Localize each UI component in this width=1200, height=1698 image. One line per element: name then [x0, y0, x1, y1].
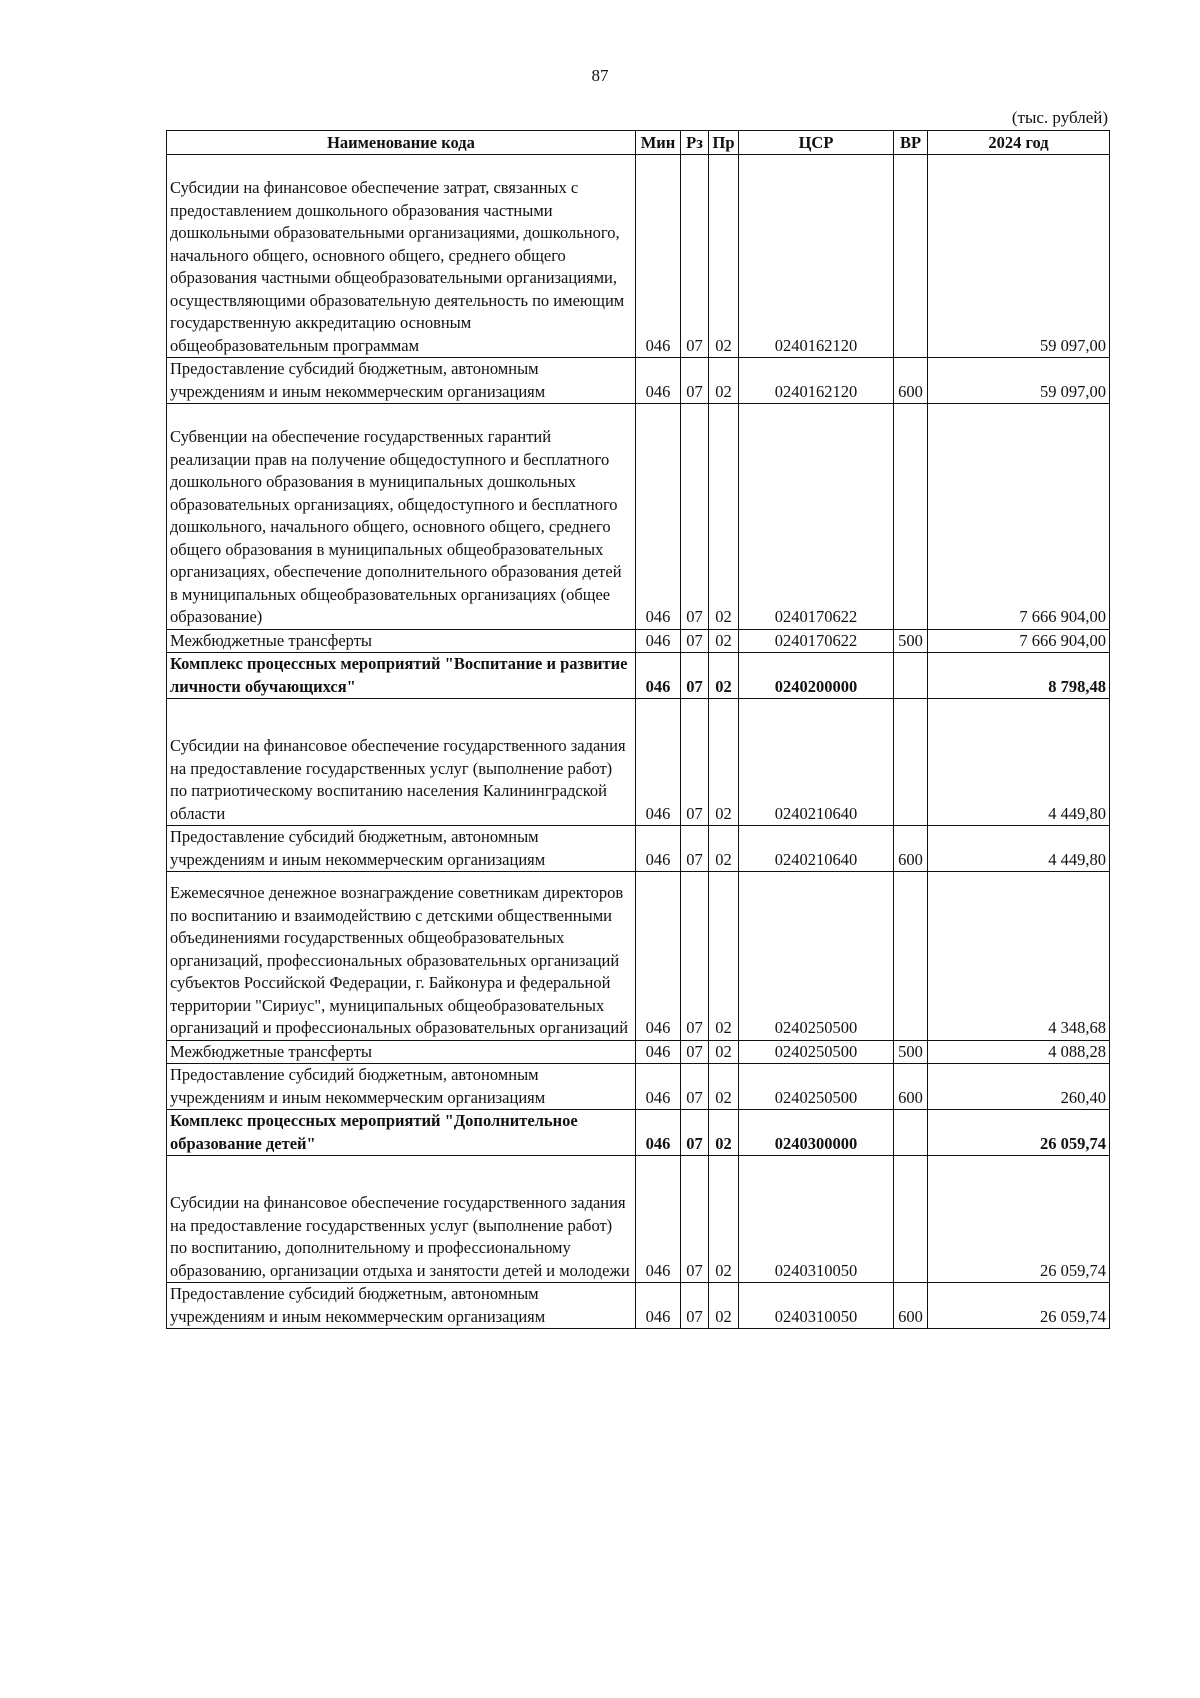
- row-min: 046: [636, 653, 681, 699]
- row-min: 046: [636, 1156, 681, 1283]
- row-pr: 02: [709, 653, 739, 699]
- table-row-section: [167, 1110, 1110, 1156]
- row-pr: 02: [709, 1156, 739, 1283]
- table-row: [167, 699, 1110, 826]
- table-row: [167, 629, 1110, 653]
- header-rz: Рз: [681, 131, 709, 155]
- table-row: [167, 1040, 1110, 1064]
- row-name: Комплекс процессных мероприятий "Воспитание и развитие личности обучающихся": [167, 653, 636, 699]
- header-name: Наименование кода: [167, 131, 636, 155]
- row-pr: 02: [709, 699, 739, 826]
- row-pr: 02: [709, 826, 739, 872]
- row-min: 046: [636, 1064, 681, 1110]
- row-csr: 0240250500: [739, 1064, 894, 1110]
- table-row: [167, 1283, 1110, 1329]
- table-row: [167, 872, 1110, 1041]
- row-pr: 02: [709, 155, 739, 358]
- page-number: 87: [591, 66, 609, 85]
- row-vr: 600: [894, 1064, 928, 1110]
- row-csr: 0240310050: [739, 1156, 894, 1283]
- row-csr: 0240300000: [739, 1110, 894, 1156]
- row-pr: 02: [709, 1283, 739, 1329]
- row-pr: 02: [709, 629, 739, 653]
- row-rz: 07: [681, 155, 709, 358]
- row-rz: 07: [681, 404, 709, 630]
- row-vr: 600: [894, 826, 928, 872]
- row-amount: 4 088,28: [928, 1040, 1110, 1064]
- units-label: (тыс. рублей): [1011, 108, 1108, 127]
- header-vr: ВР: [894, 131, 928, 155]
- row-pr: 02: [709, 358, 739, 404]
- row-vr: [894, 653, 928, 699]
- row-vr: [894, 872, 928, 1041]
- row-min: 046: [636, 826, 681, 872]
- row-rz: 07: [681, 1064, 709, 1110]
- row-amount: 26 059,74: [928, 1283, 1110, 1329]
- header-year: 2024 год: [928, 131, 1110, 155]
- table-header-row: [167, 131, 1110, 155]
- row-csr: 0240200000: [739, 653, 894, 699]
- row-rz: 07: [681, 1156, 709, 1283]
- row-vr: 500: [894, 629, 928, 653]
- row-csr: 0240210640: [739, 699, 894, 826]
- row-name: Субсидии на финансовое обеспечение затрат, связанных с предоставлением дошкольного образования частными дошкольными образовательными организациями, дошкольного, начального общего, основного общего, среднего общего образования частными общеобразовательными организациями, осуществляющими образовательную деятельность по имеющим государственную аккредитацию основным общеобразовательным программам: [167, 155, 636, 358]
- table-row: [167, 1156, 1110, 1283]
- row-pr: 02: [709, 404, 739, 630]
- row-name: Субсидии на финансовое обеспечение государственного задания на предоставление государственных услуг (выполнение работ) по патриотическому воспитанию населения Калининградской области: [167, 699, 636, 826]
- row-csr: 0240170622: [739, 629, 894, 653]
- row-pr: 02: [709, 1064, 739, 1110]
- row-name: Межбюджетные трансферты: [167, 629, 636, 653]
- row-min: 046: [636, 155, 681, 358]
- row-min: 046: [636, 699, 681, 826]
- row-amount: 8 798,48: [928, 653, 1110, 699]
- row-amount: 59 097,00: [928, 155, 1110, 358]
- row-amount: 26 059,74: [928, 1110, 1110, 1156]
- row-amount: 26 059,74: [928, 1156, 1110, 1283]
- header-pr: Пр: [709, 131, 739, 155]
- row-vr: 600: [894, 1283, 928, 1329]
- budget-table: [166, 130, 1110, 1329]
- row-rz: 07: [681, 1283, 709, 1329]
- row-csr: 0240310050: [739, 1283, 894, 1329]
- row-rz: 07: [681, 629, 709, 653]
- row-vr: [894, 699, 928, 826]
- row-amount: 4 449,80: [928, 699, 1110, 826]
- row-min: 046: [636, 1283, 681, 1329]
- row-min: 046: [636, 1040, 681, 1064]
- table-row: [167, 826, 1110, 872]
- row-pr: 02: [709, 1110, 739, 1156]
- table-row: [167, 358, 1110, 404]
- row-amount: 260,40: [928, 1064, 1110, 1110]
- row-rz: 07: [681, 1110, 709, 1156]
- row-rz: 07: [681, 653, 709, 699]
- row-csr: 0240250500: [739, 1040, 894, 1064]
- row-name: Ежемесячное денежное вознаграждение советникам директоров по воспитанию и взаимодействию с детскими общественными объединениями государственных общеобразовательных организаций, профессиональных образовательных организаций субъектов Российской Федерации, г. Байконура и федеральной территории "Сириус", муниципальных общеобразовательных организаций и профессиональных образовательных организаций: [167, 872, 636, 1041]
- row-vr: [894, 1156, 928, 1283]
- row-csr: 0240162120: [739, 155, 894, 358]
- row-name: Межбюджетные трансферты: [167, 1040, 636, 1064]
- row-min: 046: [636, 629, 681, 653]
- row-rz: 07: [681, 826, 709, 872]
- header-min: Мин: [636, 131, 681, 155]
- row-csr: 0240250500: [739, 872, 894, 1041]
- table-row: [167, 155, 1110, 358]
- row-csr: 0240162120: [739, 358, 894, 404]
- row-vr: 500: [894, 1040, 928, 1064]
- row-min: 046: [636, 358, 681, 404]
- table-row: [167, 404, 1110, 630]
- row-amount: 7 666 904,00: [928, 404, 1110, 630]
- header-csr: ЦСР: [739, 131, 894, 155]
- row-pr: 02: [709, 872, 739, 1041]
- row-vr: [894, 155, 928, 358]
- row-name: Предоставление субсидий бюджетным, автономным учреждениям и иным некоммерческим организациям: [167, 826, 636, 872]
- row-name: Субвенции на обеспечение государственных гарантий реализации прав на получение общедоступного и бесплатного дошкольного образования в муниципальных дошкольных образовательных организациях, общедоступного и бесплатного дошкольного, начального общего, основного общего, среднего общего образования в муниципальных общеобразовательных организациях, обеспечение дополнительного образования детей в муниципальных общеобразовательных организациях (общее образование): [167, 404, 636, 630]
- row-min: 046: [636, 872, 681, 1041]
- row-csr: 0240210640: [739, 826, 894, 872]
- row-amount: 4 348,68: [928, 872, 1110, 1041]
- row-vr: [894, 1110, 928, 1156]
- row-amount: 59 097,00: [928, 358, 1110, 404]
- row-min: 046: [636, 1110, 681, 1156]
- row-pr: 02: [709, 1040, 739, 1064]
- row-name: Субсидии на финансовое обеспечение государственного задания на предоставление государственных услуг (выполнение работ) по воспитанию, дополнительному и профессиональному образованию, организации отдыха и занятости детей и молодежи: [167, 1156, 636, 1283]
- row-min: 046: [636, 404, 681, 630]
- row-name: Комплекс процессных мероприятий "Дополнительное образование детей": [167, 1110, 636, 1156]
- table-row: [167, 1064, 1110, 1110]
- row-name: Предоставление субсидий бюджетным, автономным учреждениям и иным некоммерческим организациям: [167, 1283, 636, 1329]
- row-amount: 4 449,80: [928, 826, 1110, 872]
- table-row-section: [167, 653, 1110, 699]
- row-amount: 7 666 904,00: [928, 629, 1110, 653]
- row-rz: 07: [681, 358, 709, 404]
- row-name: Предоставление субсидий бюджетным, автономным учреждениям и иным некоммерческим организациям: [167, 358, 636, 404]
- row-name: Предоставление субсидий бюджетным, автономным учреждениям и иным некоммерческим организациям: [167, 1064, 636, 1110]
- row-rz: 07: [681, 872, 709, 1041]
- row-vr: 600: [894, 358, 928, 404]
- row-rz: 07: [681, 1040, 709, 1064]
- row-rz: 07: [681, 699, 709, 826]
- row-csr: 0240170622: [739, 404, 894, 630]
- row-vr: [894, 404, 928, 630]
